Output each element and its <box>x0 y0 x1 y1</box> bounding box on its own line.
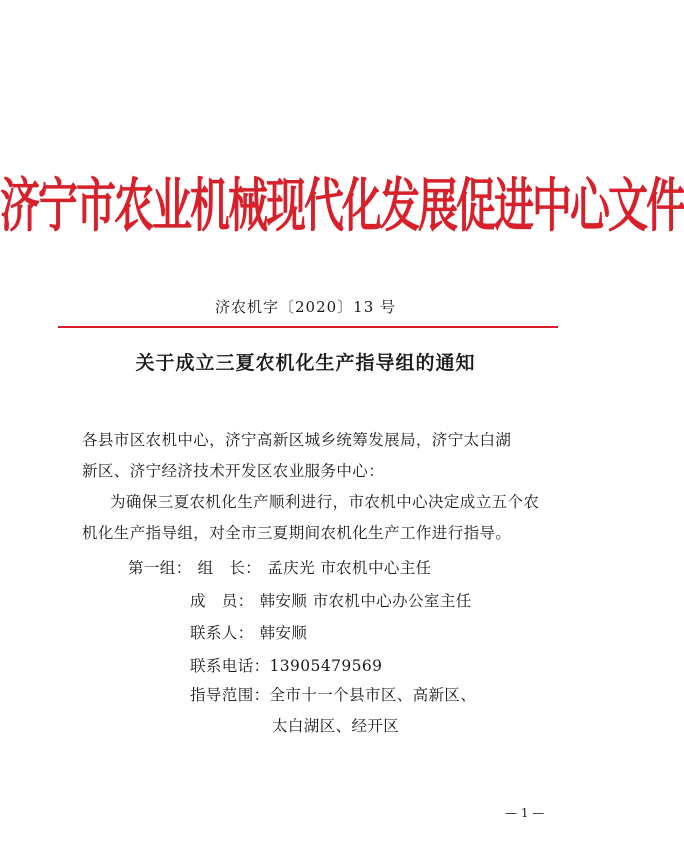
group-scope-row <box>190 683 476 705</box>
contact-label: 联系人： <box>190 624 254 642</box>
document-number: 济农机字〔2020〕13 号 <box>214 298 397 316</box>
member-value: 韩安顺 市农机中心办公室主任 <box>259 592 472 610</box>
contact-value: 韩安顺 <box>259 624 308 642</box>
red-divider <box>58 326 558 328</box>
body-line-1: 各县市区农机中心，济宁高新区城乡统筹发展局，济宁太白湖 <box>82 431 512 449</box>
scope-value-1: 全市十一个县市区、高新区、 <box>269 686 477 704</box>
group-scope-row-continued <box>272 714 399 736</box>
notice-title: 关于成立三夏农机化生产指导组的通知 <box>135 352 476 374</box>
page-number: — 1 — <box>505 806 545 820</box>
body-line-2: 新区、济宁经济技术开发区农业服务中心： <box>82 462 385 480</box>
phone-value: 13905479569 <box>269 657 383 675</box>
phone-label: 联系电话： <box>190 657 270 675</box>
leader-label: 组 长： <box>197 559 262 577</box>
body-line-3: 为确保三夏农机化生产顺利进行，市农机中心决定成立五个农 <box>110 493 540 511</box>
document-header-title: 济宁市农业机械现代化发展促进中心文件 <box>0 171 684 240</box>
scope-label: 指导范围： <box>190 686 270 704</box>
group-contact-row <box>190 621 307 643</box>
body-line-4: 机化生产指导组，对全市三夏期间农机化生产工作进行指导。 <box>82 524 512 542</box>
group-leader-row <box>128 556 432 578</box>
group-label: 第一组： <box>128 559 192 577</box>
group-member-row <box>190 589 472 611</box>
group-phone-row <box>190 654 382 676</box>
scope-value-2: 太白湖区、经开区 <box>272 717 400 735</box>
member-label: 成 员： <box>190 592 254 610</box>
leader-value: 孟庆光 市农机中心主任 <box>267 559 432 577</box>
